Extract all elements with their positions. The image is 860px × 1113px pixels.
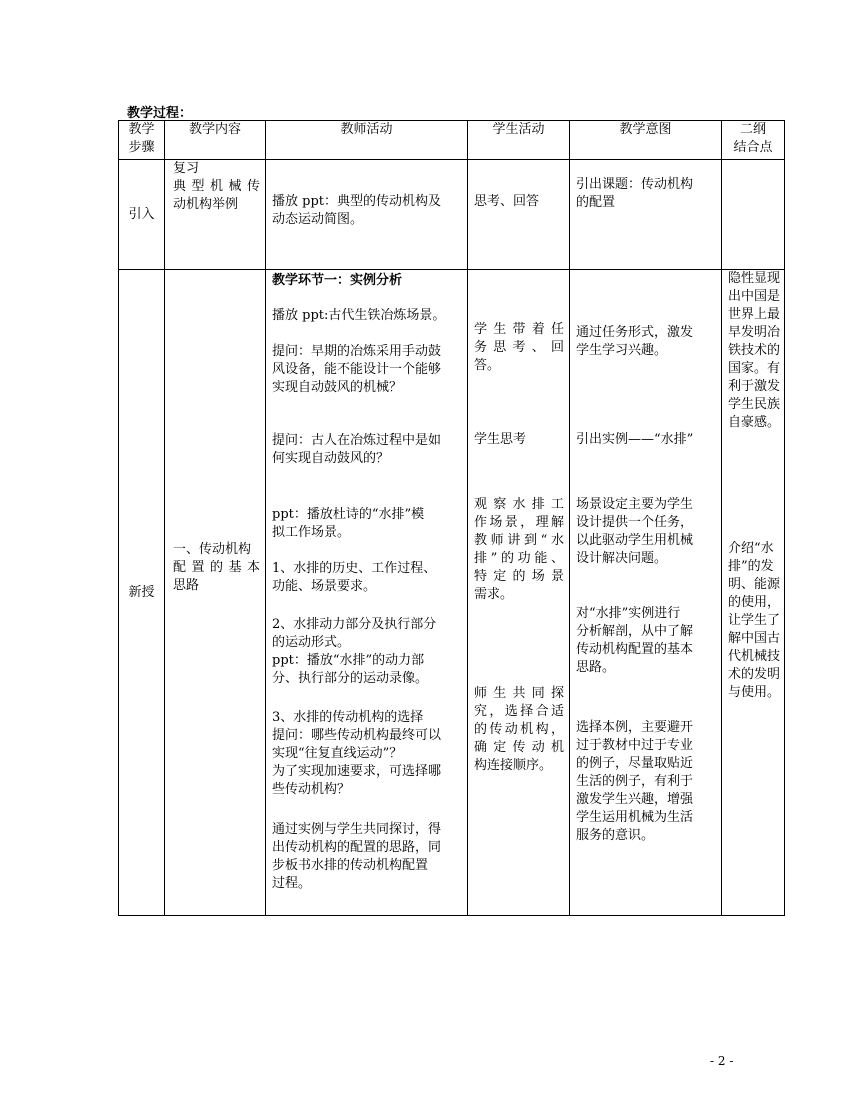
table-row-new [119,270,785,916]
page-number: - 2 - [710,1054,734,1068]
header-link-point: 二纲 结合点 [722,121,785,160]
new-link-cell: 隐性显现 出中国是 世界上最 早发明冶 铁技术的 国家。有 利于激发 学生民族 自豪感。 介绍“水 排”的发 明、能源 的使用， 让学生了 解中国古 代机械技 术的发明 与使用。 [722,270,785,916]
new-intent-cell: 通过任务形式，激发 学生学习兴趣。 引出实例——“水排” 场景设定主要为学生 设计提供一个任务， 以此驱动学生用机械 设计解决问题。 对“水排”实例进行 分析解剖，从中了解 传动机构配置的基本 思路。 选择本例，主要避开 过于教材中过于专业 的例子，尽量取贴近 生活的例子，有利于 激发学生兴趣，增强 学生运用机械为生活 服务的意识。 [570,270,722,916]
new-step-cell: 新授 [119,270,165,916]
header-step: 教学 步骤 [119,121,165,160]
header-content: 教学内容 [165,121,266,160]
intro-content-cell: 复习 典型机械传 动机构举例 [165,160,266,270]
new-content-cell: 一、传动机构 配置的基本 思路 [165,270,266,916]
intro-intent-cell: 引出课题：传动机构 的配置 [570,160,722,270]
lesson-process-table [118,120,785,916]
intro-link-cell [722,160,785,270]
table-header-row [119,121,785,160]
intro-step-cell: 引入 [119,160,165,270]
intro-teacher-cell: 播放 ppt：典型的传动机构及 动态运动简图。 [266,160,468,270]
new-student-cell: 学生带着任 务思考、回 答。 学生思考 观察水排工 作场景，理解 教师讲到“水 排”的功能、 特定的场景 需求。 师生共同探 究，选择合适 的传动机构， 确定传动机 构连接顺序。 [468,270,570,916]
new-teacher-cell: 教学环节一：实例分析 播放 ppt:古代生铁冶炼场景。 提问：早期的冶炼采用手动鼓 风设备，能不能设计一个能够 实现自动鼓风的机械？ 提问：古人在冶炼过程中是如 何实现自动鼓风的？ ppt：播放杜诗的“水排”模 拟工作场景。 1、水排的历史、工作过程、 功能、场景要求。 2、水排动力部分及执行部分 的运动形式。 ppt：播放“水排”的动力部 分、执行部分的运动录像。 3、水排的传动机构的选择 提问：哪些传动机构最终可以 实现“往复直线运动”？ 为了实现加速要求，可选择哪 些传动机构？ 通过实例与学生共同探讨，得 出传动机构的配置的思路，同 步板书水排的传动机构配置 过程。 [266,270,468,916]
intro-student-cell: 思考、回答 [468,160,570,270]
header-teaching-intent: 教学意图 [570,121,722,160]
header-teacher-activity: 教师活动 [266,121,468,160]
table-row-intro [119,160,785,270]
header-student-activity: 学生活动 [468,121,570,160]
section-heading: 教学过程： [127,106,193,121]
